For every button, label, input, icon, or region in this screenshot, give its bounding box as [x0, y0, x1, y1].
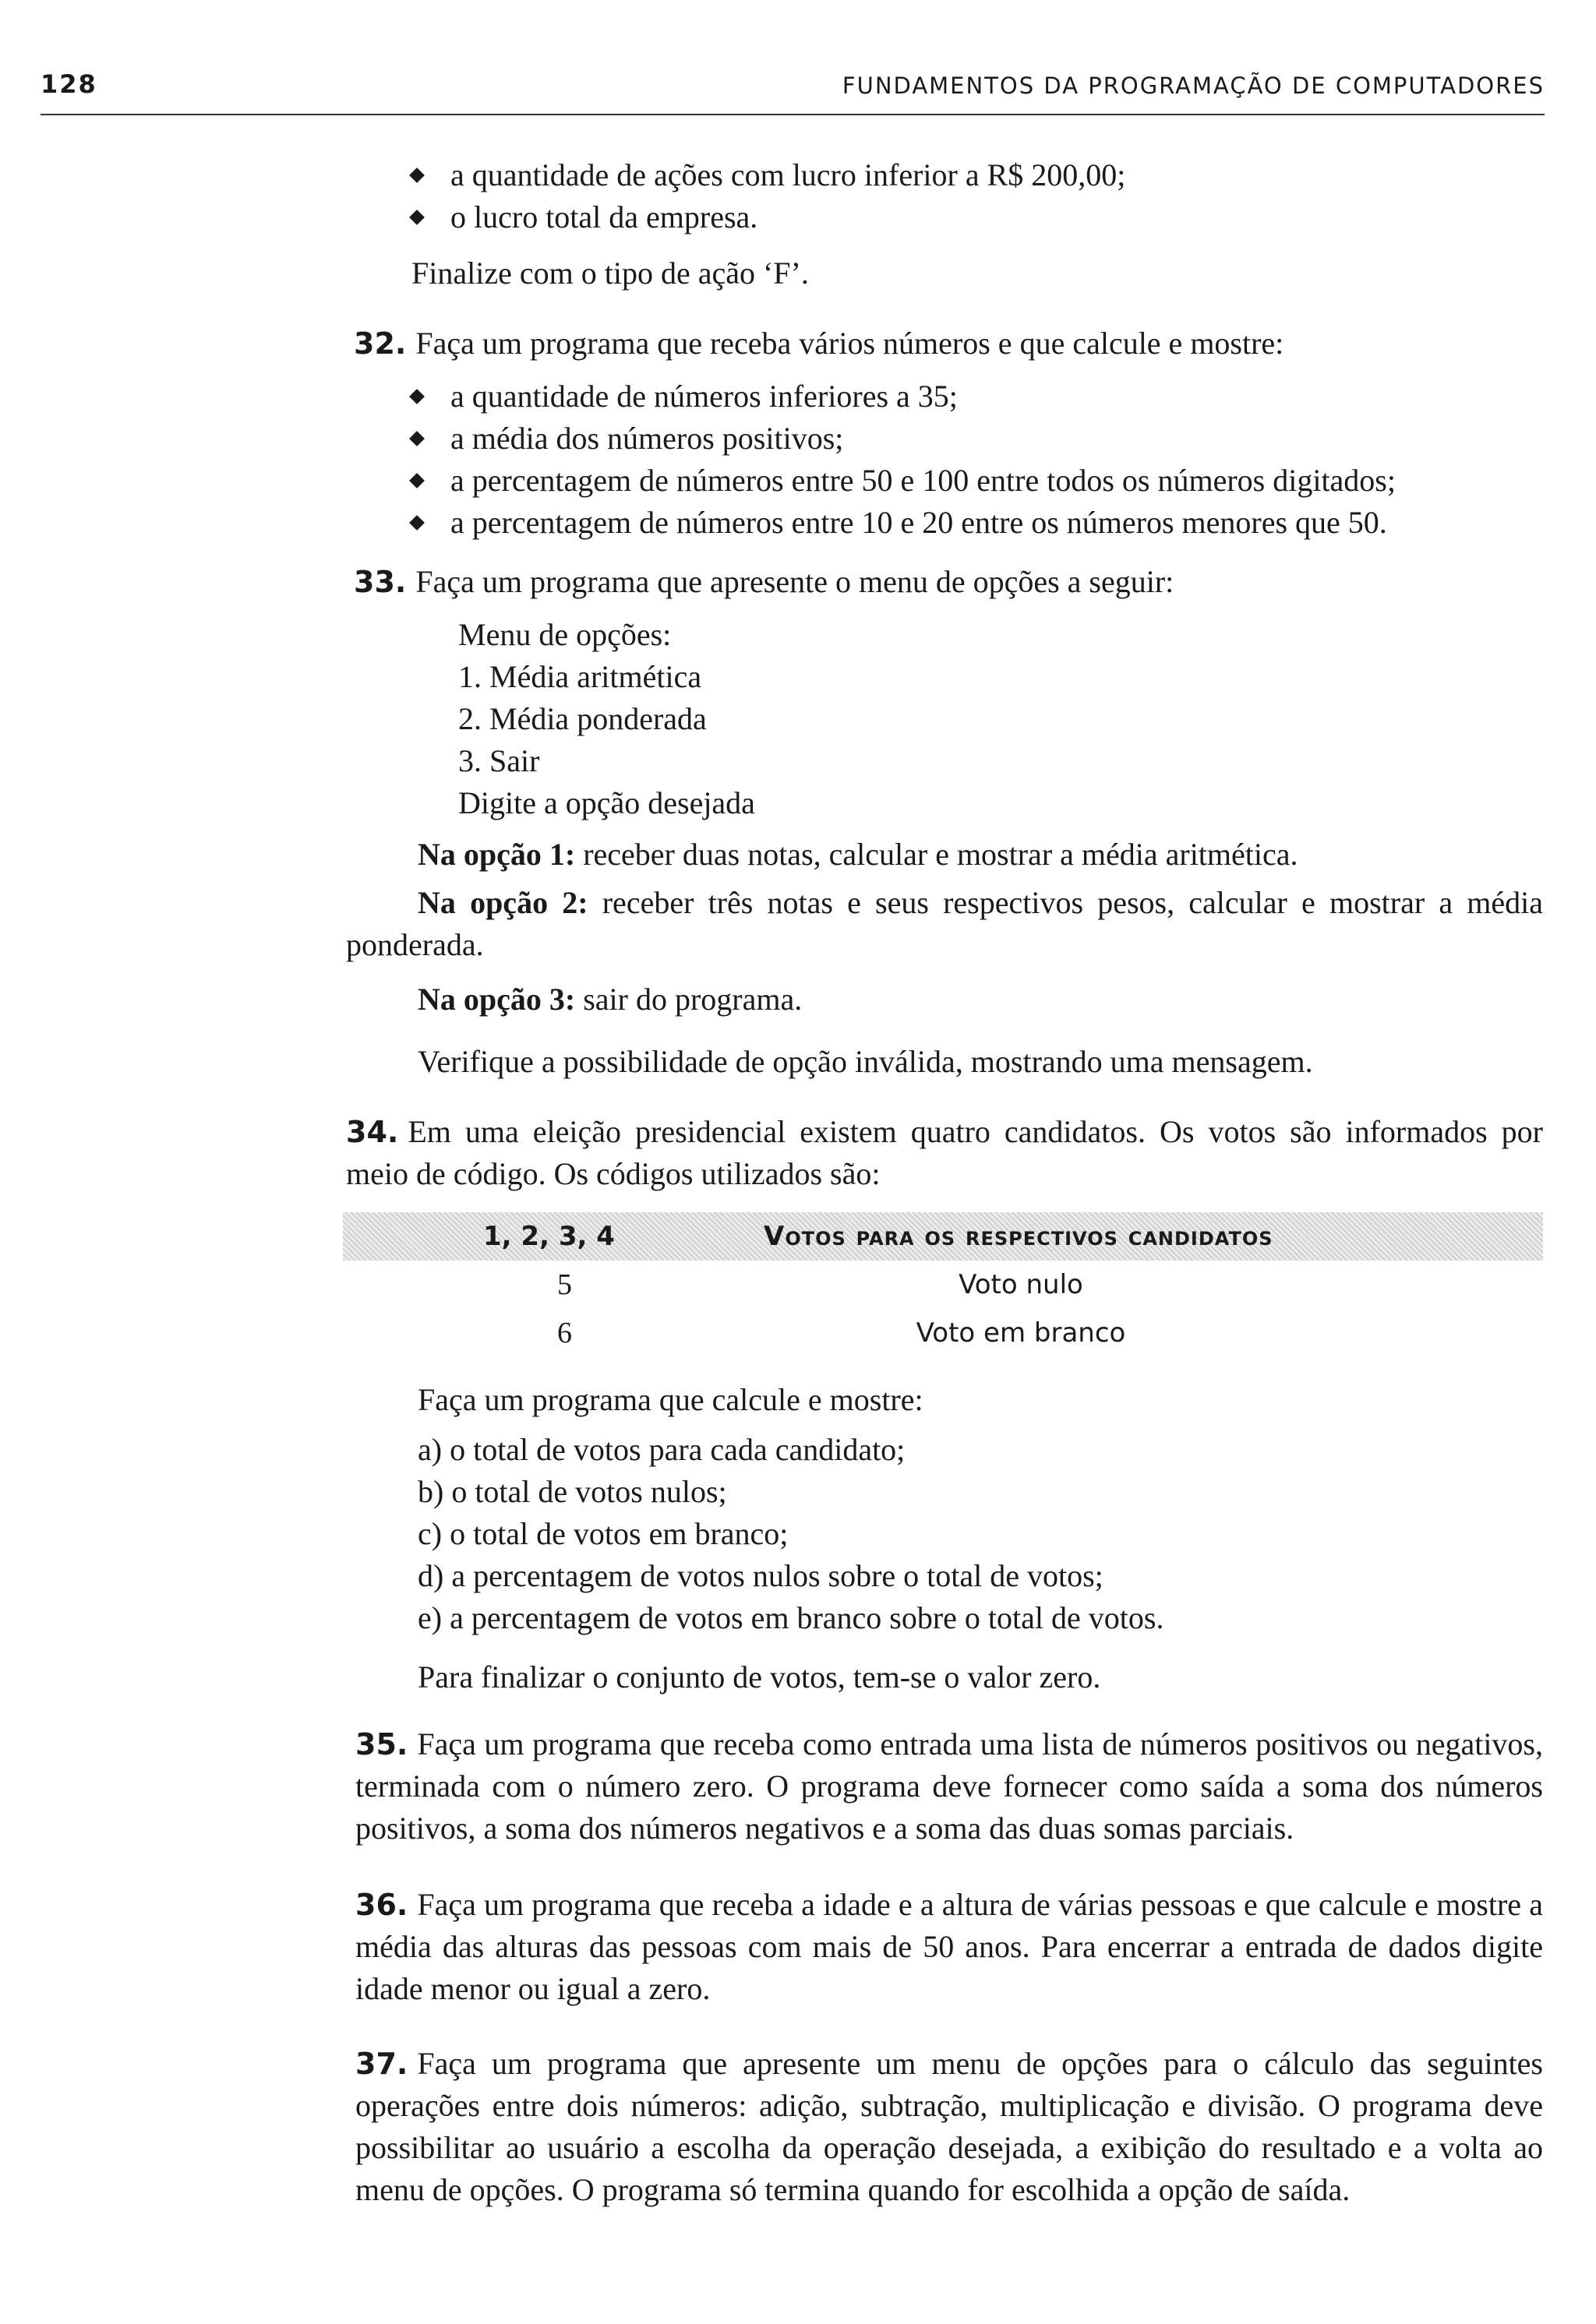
q34-item-list	[418, 1429, 1163, 1639]
diamond-bullet-icon	[409, 515, 425, 531]
question-number: 36.	[355, 1888, 408, 1922]
table-row	[343, 1261, 1543, 1309]
table-row	[343, 1309, 1543, 1357]
table-header-cell: Votos para os respectivos candidatos	[764, 1221, 1273, 1252]
question-32: 32. Faça um programa que receba vários números e que calcule e mostre:	[354, 326, 1284, 361]
diamond-bullet-icon	[409, 473, 425, 488]
diamond-bullet-icon	[409, 431, 425, 446]
question-number: 37.	[355, 2047, 408, 2081]
menu-line: 2. Média ponderada	[458, 701, 707, 736]
question-number: 32.	[354, 326, 407, 361]
q33-invalid-option-note: Verifique a possibilidade de opção inválida, mostrando uma mensagem.	[418, 1044, 1313, 1079]
book-title: FUNDAMENTOS DA PROGRAMAÇÃO DE COMPUTADORES	[842, 72, 1545, 99]
list-item: c) o total de votos em branco;	[418, 1516, 789, 1551]
table-cell: Voto nulo	[959, 1269, 1083, 1300]
question-35: 35. Faça um programa que receba como entrada uma lista de números positivos ou negativos, terminada com o número zero. O programa deve fornecer como saída a soma dos números positivos, a soma dos números negativos e a soma das duas somas parciais.	[355, 1726, 1543, 1846]
diamond-bullet-icon	[409, 210, 425, 225]
list-item: a quantidade de números inferiores a 35;	[411, 376, 1541, 418]
page-number: 128	[41, 69, 97, 99]
table-header-row	[343, 1212, 1543, 1261]
question-36: 36. Faça um programa que receba a idade e a altura de várias pessoas e que calcule e mostre a média das alturas das pessoas com mais de 50 anos. Para encerrar a entrada de dados digite idade menor ou igual a zero.	[355, 1887, 1543, 2006]
q31-closing: Finalize com o tipo de ação ‘F’.	[411, 256, 809, 291]
vote-code-table	[343, 1212, 1543, 1357]
menu-line: 3. Sair	[458, 743, 540, 778]
menu-line: Digite a opção desejada	[458, 785, 755, 820]
question-number: 33.	[354, 565, 407, 599]
table-cell: Voto em branco	[916, 1317, 1126, 1349]
question-34: 34. Em uma eleição presidencial existem quatro candidatos. Os votos são informados por meio de código. Os códigos utilizados são:	[346, 1114, 1543, 1191]
list-item: a quantidade de ações com lucro inferior a R$ 200,00;	[411, 154, 1541, 196]
list-item: a percentagem de números entre 50 e 100 entre todos os números digitados;	[411, 460, 1541, 502]
list-item: a percentagem de números entre 10 e 20 entre os números menores que 50.	[411, 502, 1541, 544]
list-item: d) a percentagem de votos nulos sobre o total de votos;	[418, 1558, 1103, 1593]
q34-closing: Para finalizar o conjunto de votos, tem-se o valor zero.	[418, 1659, 1101, 1695]
list-item: a) o total de votos para cada candidato;	[418, 1432, 906, 1467]
q32-bullet-list	[411, 376, 1541, 544]
diamond-bullet-icon	[409, 168, 425, 183]
list-item: o lucro total da empresa.	[411, 196, 1541, 238]
question-number: 34.	[346, 1115, 399, 1149]
q33-option-2: Na opção 2: receber três notas e seus respectivos pesos, calcular e mostrar a média ponderada.	[346, 885, 1543, 962]
question-number: 35.	[355, 1727, 408, 1762]
q33-option-1: Na opção 1: receber duas notas, calcular e mostrar a média aritmética.	[418, 837, 1298, 872]
table-cell: 6	[557, 1317, 572, 1349]
table-cell: 5	[557, 1268, 572, 1301]
q34-intro: Faça um programa que calcule e mostre:	[418, 1382, 923, 1417]
list-item: a média dos números positivos;	[411, 418, 1541, 460]
list-item: e) a percentagem de votos em branco sobre o total de votos.	[418, 1600, 1164, 1635]
list-item: b) o total de votos nulos;	[418, 1474, 727, 1509]
q33-menu-text	[458, 614, 755, 824]
menu-line: Menu de opções:	[458, 617, 672, 652]
question-37: 37. Faça um programa que apresente um menu de opções para o cálculo das seguintes operações entre dois números: adição, subtração, multiplicação e divisão. O programa deve possibilitar ao usuário a escolha da operação desejada, a exibição do resultado e a volta ao menu de opções. O programa só termina quando for escolhida a opção de saída.	[355, 2046, 1543, 2207]
diamond-bullet-icon	[409, 389, 425, 404]
q31-bullet-list	[411, 154, 1541, 238]
q33-option-3: Na opção 3: sair do programa.	[418, 982, 803, 1017]
menu-line: 1. Média aritmética	[458, 659, 702, 694]
question-33: 33. Faça um programa que apresente o menu de opções a seguir:	[354, 564, 1174, 599]
running-header	[41, 67, 1545, 115]
table-header-cell: 1, 2, 3, 4	[483, 1221, 615, 1252]
